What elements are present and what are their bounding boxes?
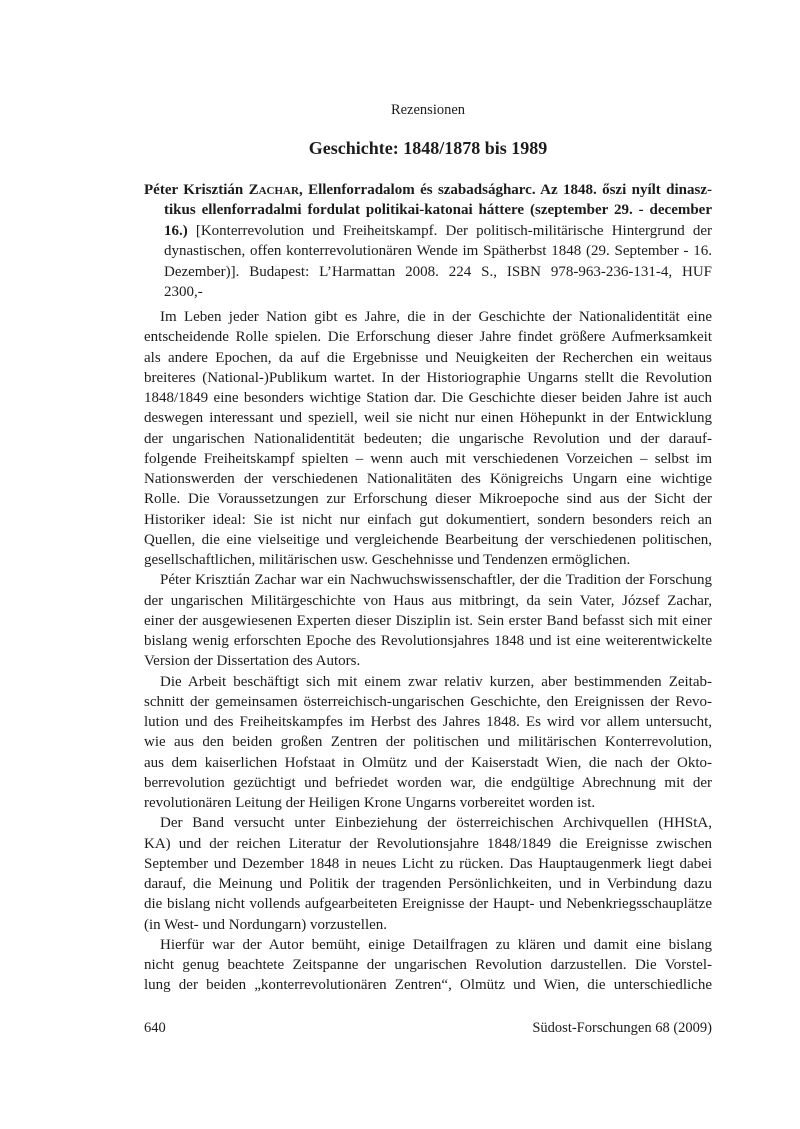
text-line: wie aus den beiden großen Zentren der politischen und militärischen Konterrevolution, bbox=[144, 734, 712, 751]
text-line: lung der beiden „konterrevolutionären Zentren“, Olmütz und Wien, die unterschiedliche bbox=[144, 977, 712, 994]
text-line: Version der Dissertation des Autors. bbox=[144, 653, 361, 670]
text-line: Quellen, die eine vielseitige und vergleichende Bearbeitung der verschiedenen politischen, bbox=[144, 531, 712, 548]
text-line: deswegen interessant und speziell, weil sie nicht nur einen Höhepunkt in der Entwicklung bbox=[144, 410, 712, 427]
review-author-given: Péter Krisztián bbox=[144, 182, 249, 198]
review-translation: [Konterrevolution und Freiheitskampf. Der politisch-militärische Hintergrund der bbox=[187, 222, 712, 239]
text-line: breiteres (National-)Publikum wartet. In der Historiographie Ungarns stellt die Revolution bbox=[144, 369, 712, 386]
bibliographic-entry bbox=[144, 180, 712, 302]
paragraph bbox=[144, 570, 712, 671]
text-line: als andere Epochen, da auf die Ergebnisse und Neuigkeiten der Recherchen ein weitaus bbox=[144, 349, 712, 366]
bib-line: Péter Krisztián Zachar, Ellenforradalom és szabadságharc. Az 1848. őszi nyílt dinasz- bbox=[144, 182, 713, 198]
document-page bbox=[144, 0, 712, 1129]
text-line: Historiker ideal: Sie ist nicht nur einfach gut dokumentiert, sondern besonders reich an bbox=[144, 511, 712, 528]
bib-line: Dezember)]. Budapest: L’Harmattan 2008. 224 S., ISBN 978-963-236-131-4, HUF bbox=[164, 263, 712, 280]
text-line: Nationswerden der verschiedenen Nationalitäten des Königreichs Ungarn eine wichtige bbox=[144, 471, 712, 487]
text-line: folgende Freiheitskampf spielten – wenn auch mit verschiedenen Vorzeichen – selbst im bbox=[144, 450, 712, 467]
text-line: der ungarischen Militärgeschichte von Haus aus mitbringt, da sein Vater, József Zachar, bbox=[144, 592, 712, 609]
journal-citation: Südost-Forschungen 68 (2009) bbox=[532, 1020, 712, 1036]
review-title-part: Ellenforradalom és szabadságharc. Az 1848. őszi nyílt dinasz- bbox=[308, 182, 713, 198]
text-line: berrevolution gezüchtigt und befriedet worden war, die endgültige Abrechnung mit der bbox=[144, 774, 712, 791]
paragraph bbox=[144, 672, 712, 814]
text-line: Der Band versucht unter Einbeziehung der österreichischen Archivquellen (HHStA, bbox=[160, 815, 712, 832]
review-title-end: 16.) bbox=[164, 222, 188, 239]
text-line: Im Leben jeder Nation gibt es Jahre, die in der Geschichte der Nationalidentität eine bbox=[160, 309, 712, 325]
text-line: (in West- und Nordungarn) vorzustellen. bbox=[144, 916, 388, 933]
text-line: Hierfür war der Autor bemüht, einige Detailfragen zu klären und damit eine bislang bbox=[160, 936, 712, 953]
paragraph bbox=[144, 307, 712, 570]
bib-line: tikus ellenforradalmi fordulat politikai-katonai háttere (szeptember 29. - december bbox=[164, 202, 712, 219]
text-line: aus dem kaiserlichen Hofstaat in Olmütz und der Kaiserstadt Wien, die nach der Okto- bbox=[144, 754, 712, 771]
review-body bbox=[144, 307, 712, 996]
text-line: schnitt der gemeinsamen österreichisch-ungarischen Geschichte, den Ereignissen der Revo- bbox=[144, 693, 712, 710]
text-line: bislang wenig erforschten Epoche des Revolutionsjahres 1848 und ist eine weiterentwickelte bbox=[144, 633, 712, 649]
review-author-surname: Zachar bbox=[248, 182, 299, 198]
text-line: revolutionären Leitung der Heiligen Krone Ungarns vorbereitet worden ist. bbox=[144, 795, 596, 811]
text-line: gesellschaftlichen, militärischen usw. Geschehnisse und Tendenzen ermöglichen. bbox=[144, 552, 631, 568]
text-line: KA) und der reichen Literatur der Revolutionsjahre 1848/1849 die Ereignisse zwischen bbox=[144, 835, 712, 852]
text-line: entscheidende Rolle spielen. Die Erforschung dieser Jahre findet größere Aufmerksamkeit bbox=[144, 329, 712, 346]
text-line: lution und des Freiheitskampfes im Herbst des Jahres 1848. Es wird vor allem untersucht, bbox=[144, 714, 712, 730]
text-line: einer der ausgewiesenen Experten dieser Disziplin ist. Sein erster Band befasst sich mit einer bbox=[144, 612, 712, 629]
paragraph bbox=[144, 935, 712, 996]
bib-line bbox=[144, 221, 712, 241]
text-line: nicht genug beachtete Zeitspanne der ungarischen Revolution darzustellen. Die Vorstel- bbox=[144, 957, 712, 973]
text-line: Die Arbeit beschäftigt sich mit einem zwar relativ kurzen, aber bestimmenden Zeitab- bbox=[160, 673, 712, 690]
page-number: 640 bbox=[144, 1020, 166, 1036]
text-line: die bislang nicht vollends aufgearbeiteten Ereignisse der Haupt- und Nebenkriegsschauplätze bbox=[144, 896, 712, 913]
text-line: 1848/1849 eine besonders wichtige Station dar. Die Geschichte dieser beiden Jahre ist auch bbox=[144, 390, 712, 406]
text-line: September und Dezember 1848 in neues Licht zu rücken. Das Hauptaugenmerk liegt dabei bbox=[144, 855, 712, 872]
bib-line: 2300,- bbox=[164, 284, 203, 301]
text-line: Rolle. Die Voraussetzungen zur Erforschung dieser Mikroepoche sind aus der Sicht der bbox=[144, 491, 712, 508]
section-title: Geschichte: 1848/1878 bis 1989 bbox=[308, 138, 548, 158]
text-line: darauf, die Meinung und Politik der tragenden Persönlichkeiten, und in Verbindung dazu bbox=[144, 876, 712, 892]
text-line: Péter Krisztián Zachar war ein Nachwuchswissenschaftler, der die Tradition der Forschung bbox=[160, 572, 712, 589]
bib-line: dynastischen, offen konterrevolutionären Wende im Spätherbst 1848 (29. September - 16. bbox=[164, 243, 712, 260]
paragraph bbox=[144, 813, 712, 935]
running-head: Rezensionen bbox=[390, 102, 466, 118]
text-line: der ungarischen Nationalidentität bedeuten; die ungarische Revolution und der darauf- bbox=[144, 430, 712, 447]
